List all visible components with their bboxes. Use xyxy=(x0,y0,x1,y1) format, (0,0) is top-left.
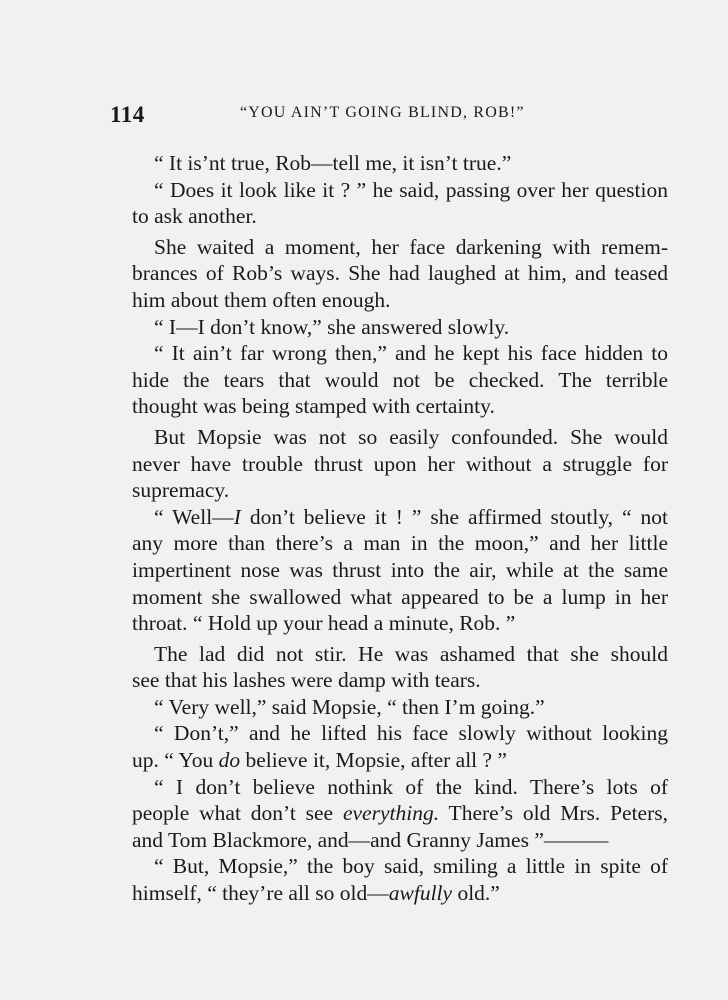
text-line: She waited a moment, her face darkening with remem- xyxy=(154,234,668,259)
text-line xyxy=(110,747,668,774)
paragraph xyxy=(110,177,668,230)
text-line: to ask another. xyxy=(132,204,257,229)
text-run: There’s old Mrs. Peters, xyxy=(439,801,668,826)
text-line: throat. “ Hold up your head a minute, Rob. ” xyxy=(132,611,516,636)
text-run: up. “ You xyxy=(132,748,219,773)
paragraph xyxy=(110,234,668,314)
text-line: “ I—I don’t know,” she answered slowly. xyxy=(154,314,510,339)
running-head: “YOU AIN’T GOING BLIND, ROB!” xyxy=(240,104,525,121)
text-line: “ Does it look like it ? ” he said, passing over her question xyxy=(154,177,668,202)
text-line: never have trouble thrust upon her without a struggle for xyxy=(132,451,668,476)
text-line: see that his lashes were damp with tears. xyxy=(132,668,481,693)
paragraph xyxy=(110,774,668,854)
text-run: don’t believe it ! ” she affirmed stoutly, “ not xyxy=(240,504,668,529)
paragraph xyxy=(110,720,668,773)
paragraph xyxy=(110,694,668,721)
text-line: supremacy. xyxy=(132,478,230,503)
text-line: hide the tears that would not be checked. The terrible xyxy=(132,367,668,392)
text-line: “ Don’t,” and he lifted his face slowly without looking xyxy=(154,721,668,746)
text-line: The lad did not stir. He was ashamed that she should xyxy=(154,641,668,666)
text-line: him about them often enough. xyxy=(132,287,391,312)
text-line: brances of Rob’s ways. She had laughed at him, and teased xyxy=(132,261,668,286)
emphasis: I xyxy=(233,504,241,529)
paragraph xyxy=(110,641,668,694)
text-line: any more than there’s a man in the moon,” and her little xyxy=(132,531,668,556)
text-run: old.” xyxy=(452,881,500,906)
text-line: “ I don’t believe nothink of the kind. There’s lots of xyxy=(154,774,668,799)
text-run: believe it, Mopsie, after all ? ” xyxy=(240,748,507,773)
emphasis: do xyxy=(218,748,241,773)
text-line: moment she swallowed what appeared to be a lump in her xyxy=(132,584,668,609)
emphasis: awfully xyxy=(388,881,453,906)
page-number: 114 xyxy=(110,102,145,127)
text-line: and Tom Blackmore, and—and Granny James ”——— xyxy=(132,827,609,852)
text-line xyxy=(110,504,668,531)
paragraph xyxy=(110,504,668,637)
text-line: “ It ain’t far wrong then,” and he kept his face hidden to xyxy=(154,341,668,366)
text-line: thought was being stamped with certainty. xyxy=(132,394,495,419)
body-text xyxy=(110,150,668,907)
text-line: impertinent nose was thrust into the air, while at the same xyxy=(132,557,668,582)
paragraph xyxy=(110,314,668,341)
text-line: But Mopsie was not so easily confounded. She would xyxy=(154,424,668,449)
paragraph xyxy=(110,853,668,906)
text-run: people what don’t see xyxy=(132,801,343,826)
paragraph xyxy=(110,424,668,504)
text-run: himself, “ they’re all so old— xyxy=(132,881,389,906)
text-line: “ Very well,” said Mopsie, “ then I’m going.” xyxy=(154,694,545,719)
emphasis: everything. xyxy=(342,801,440,826)
paragraph xyxy=(110,150,668,177)
text-run: “ Well— xyxy=(154,504,234,529)
text-line: “ It is’nt true, Rob—tell me, it isn’t true.” xyxy=(154,151,512,175)
text-line xyxy=(110,880,668,907)
text-line: “ But, Mopsie,” the boy said, smiling a little in spite of xyxy=(154,854,668,879)
page-header xyxy=(110,102,630,132)
paragraph xyxy=(110,340,668,420)
text-line xyxy=(110,800,668,827)
